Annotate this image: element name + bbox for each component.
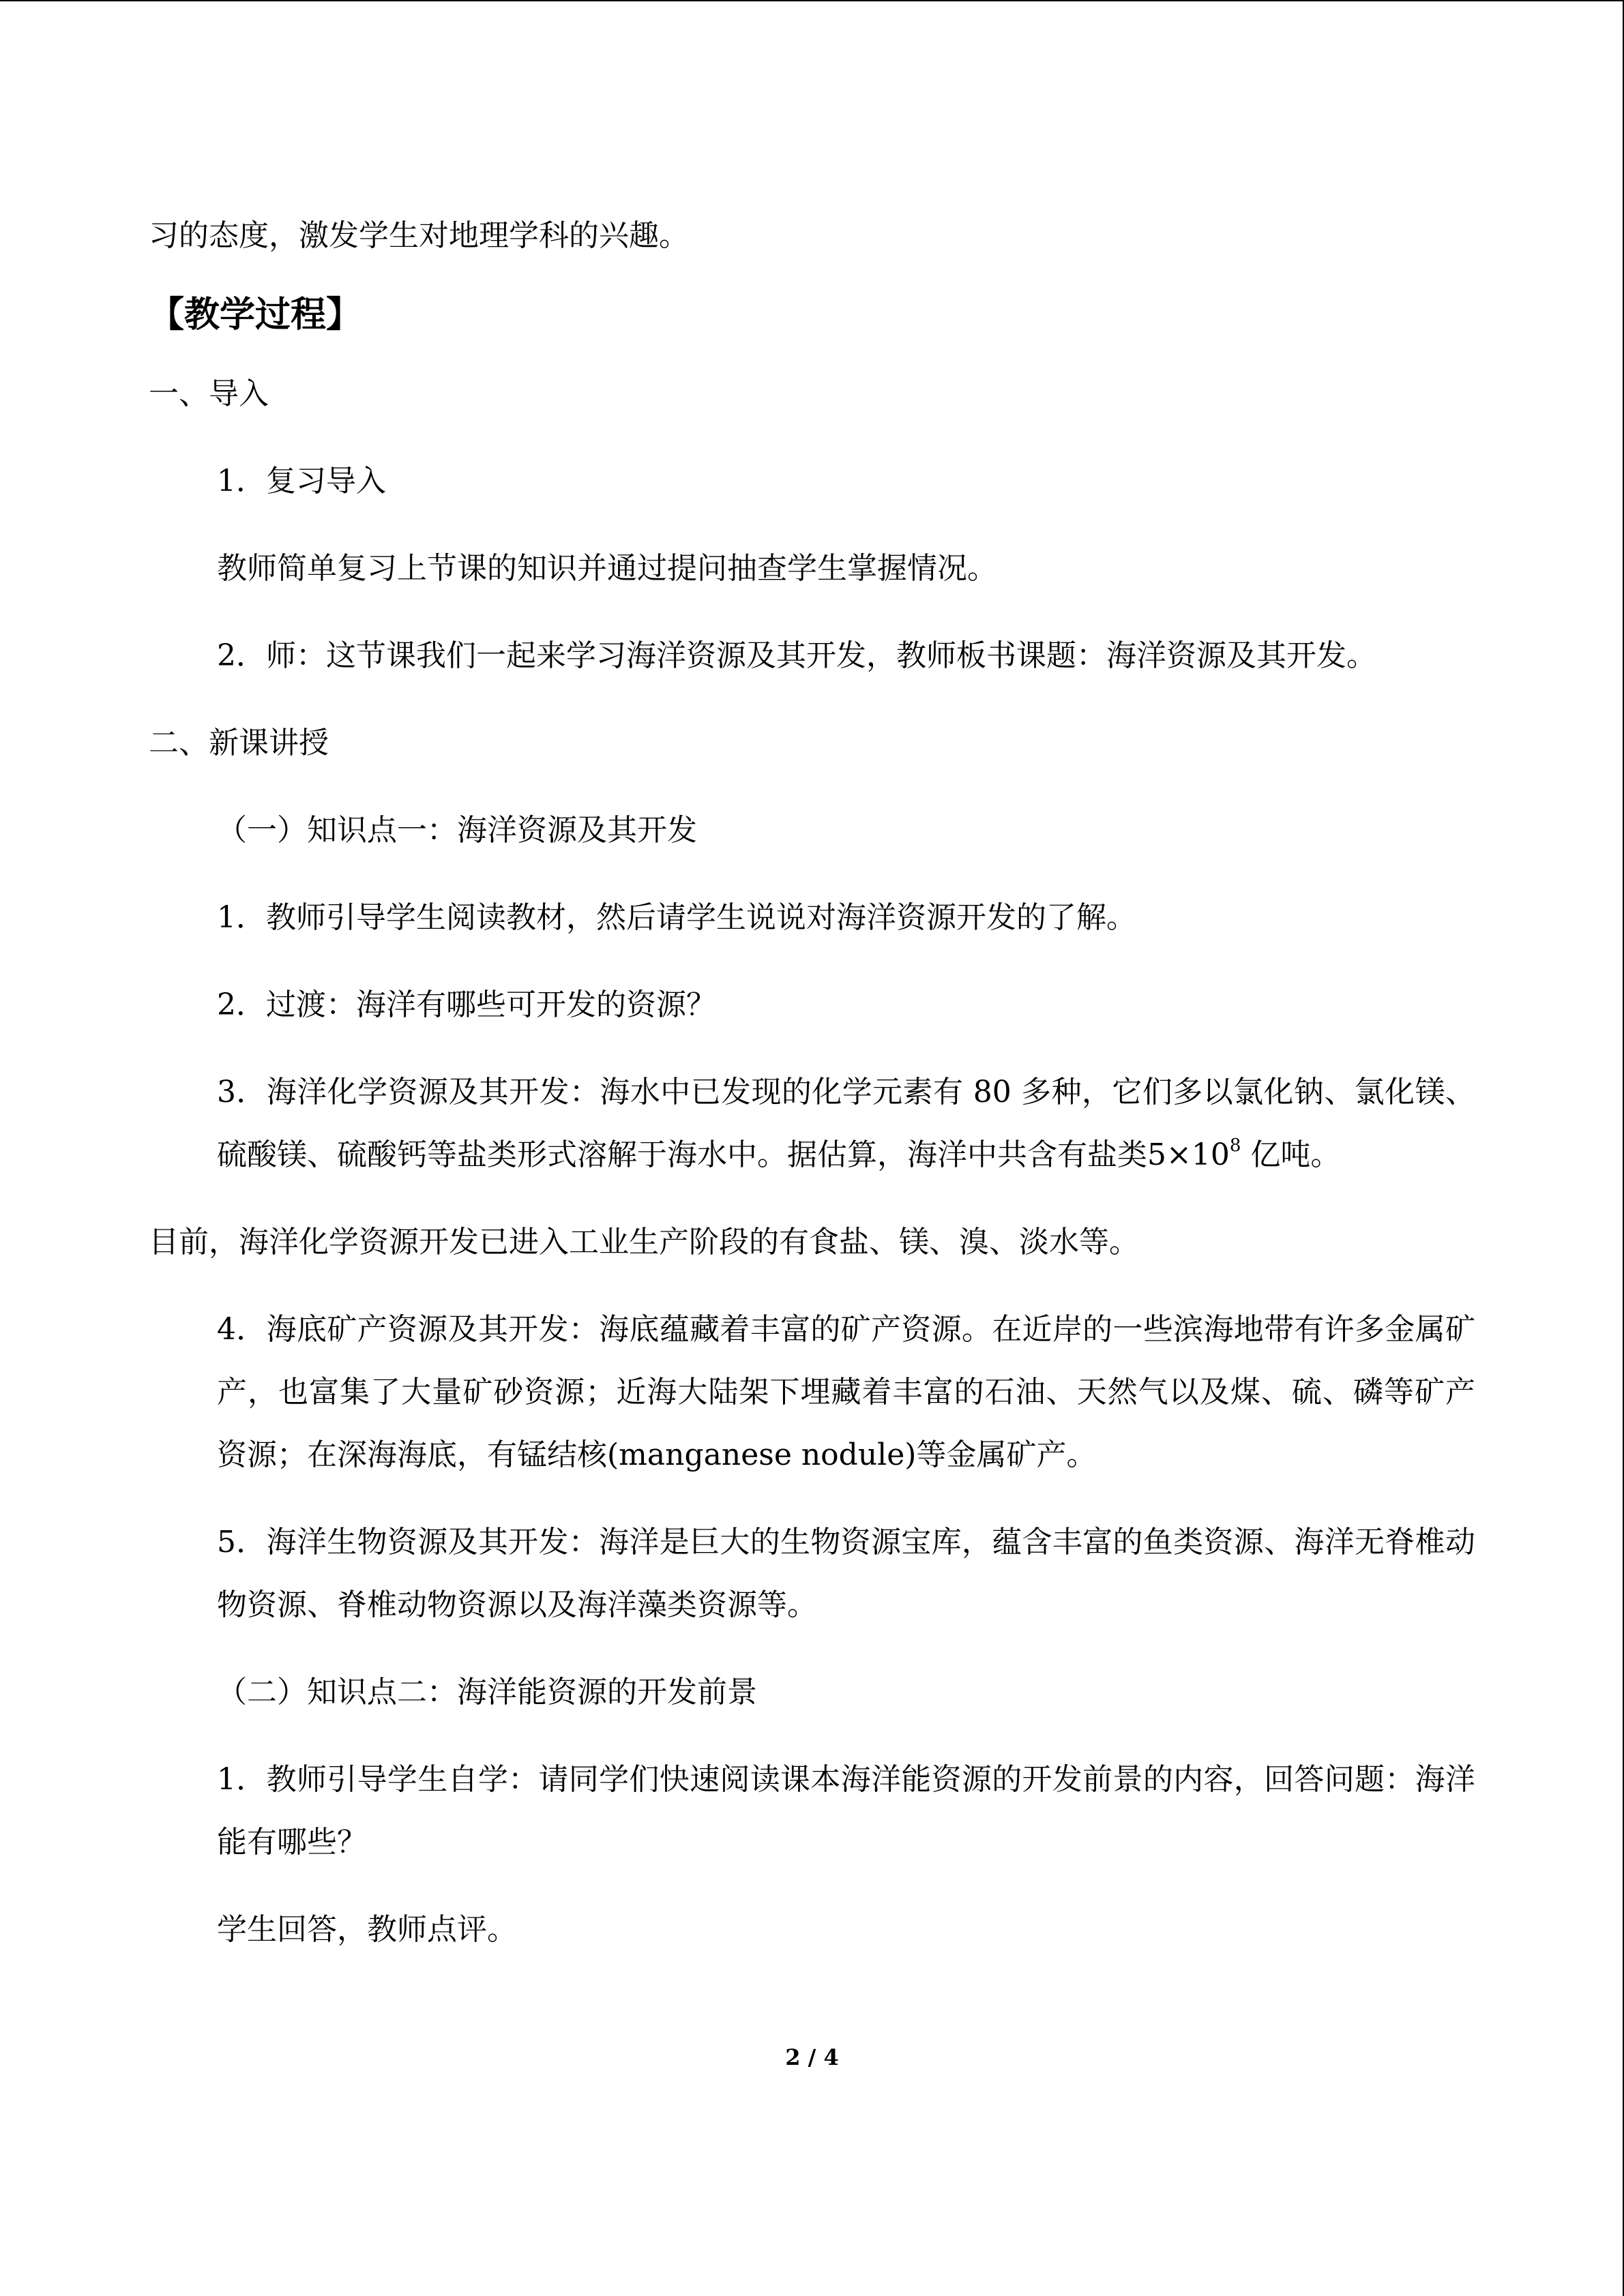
section-heading: 【教学过程】	[149, 295, 362, 336]
paragraph-biological-resources: 5．海洋生物资源及其开发：海洋是巨大的生物资源宝库，蕴含丰富的鱼类资源、海洋无脊椎动物资源、脊椎动物资源以及海洋藻类资源等。	[217, 1525, 1475, 1622]
text-line: 学生回答，教师点评。	[217, 1912, 517, 1947]
text-line: 1．教师引导学生阅读教材，然后请学生说说对海洋资源开发的了解。	[217, 900, 1136, 935]
paragraph-mineral-resources: 4．海底矿产资源及其开发：海底蕴藏着丰富的矿产资源。在近岸的一些滨海地带有许多金属矿产，也富集了大量矿砂资源；近海大陆架下埋藏着丰富的石油、天然气以及煤、硫、磷等矿产资源；在深海海底，有锰结核(manganese nodule)等金属矿产。	[217, 1312, 1475, 1472]
text-span: 5×10	[1147, 1137, 1230, 1172]
text-line: 1．复习导入	[217, 464, 386, 498]
text-span: 亿吨。	[1241, 1137, 1341, 1172]
text-line: 教师简单复习上节课的知识并通过提问抽查学生掌握情况。	[217, 551, 997, 586]
section-title-intro: 一、导入	[149, 376, 269, 411]
paragraph-self-study: 1．教师引导学生自学：请同学们快速阅读课本海洋能资源的开发前景的内容，回答问题：海洋能有哪些？	[217, 1762, 1475, 1860]
text-line: 习的态度，激发学生对地理学科的兴趣。	[149, 218, 689, 253]
knowledge-point-2: （二）知识点二：海洋能资源的开发前景	[217, 1675, 757, 1710]
superscript: 8	[1229, 1135, 1241, 1156]
paragraph-chemical-resources	[149, 1061, 1475, 1187]
text-span: 3．海洋化学资源及其开发：海水中已发现的化学元素有 80 多种，它们多以氯化钠、氯化镁、硫酸镁、硫酸钙等盐类形式溶解于海水中。据估算，海洋中共含有盐类	[217, 1075, 1475, 1172]
document-body	[149, 205, 1475, 1961]
text-line: 目前，海洋化学资源开发已进入工业生产阶段的有食盐、镁、溴、淡水等。	[149, 1225, 1139, 1259]
text-line: 2．师：这节课我们一起来学习海洋资源及其开发，教师板书课题：海洋资源及其开发。	[217, 638, 1376, 673]
page-number: 2 / 4	[785, 2044, 839, 2070]
text-line: 2．过渡：海洋有哪些可开发的资源？	[217, 987, 716, 1022]
knowledge-point-1: （一）知识点一：海洋资源及其开发	[217, 813, 697, 848]
section-title-new-lesson: 二、新课讲授	[149, 726, 329, 760]
